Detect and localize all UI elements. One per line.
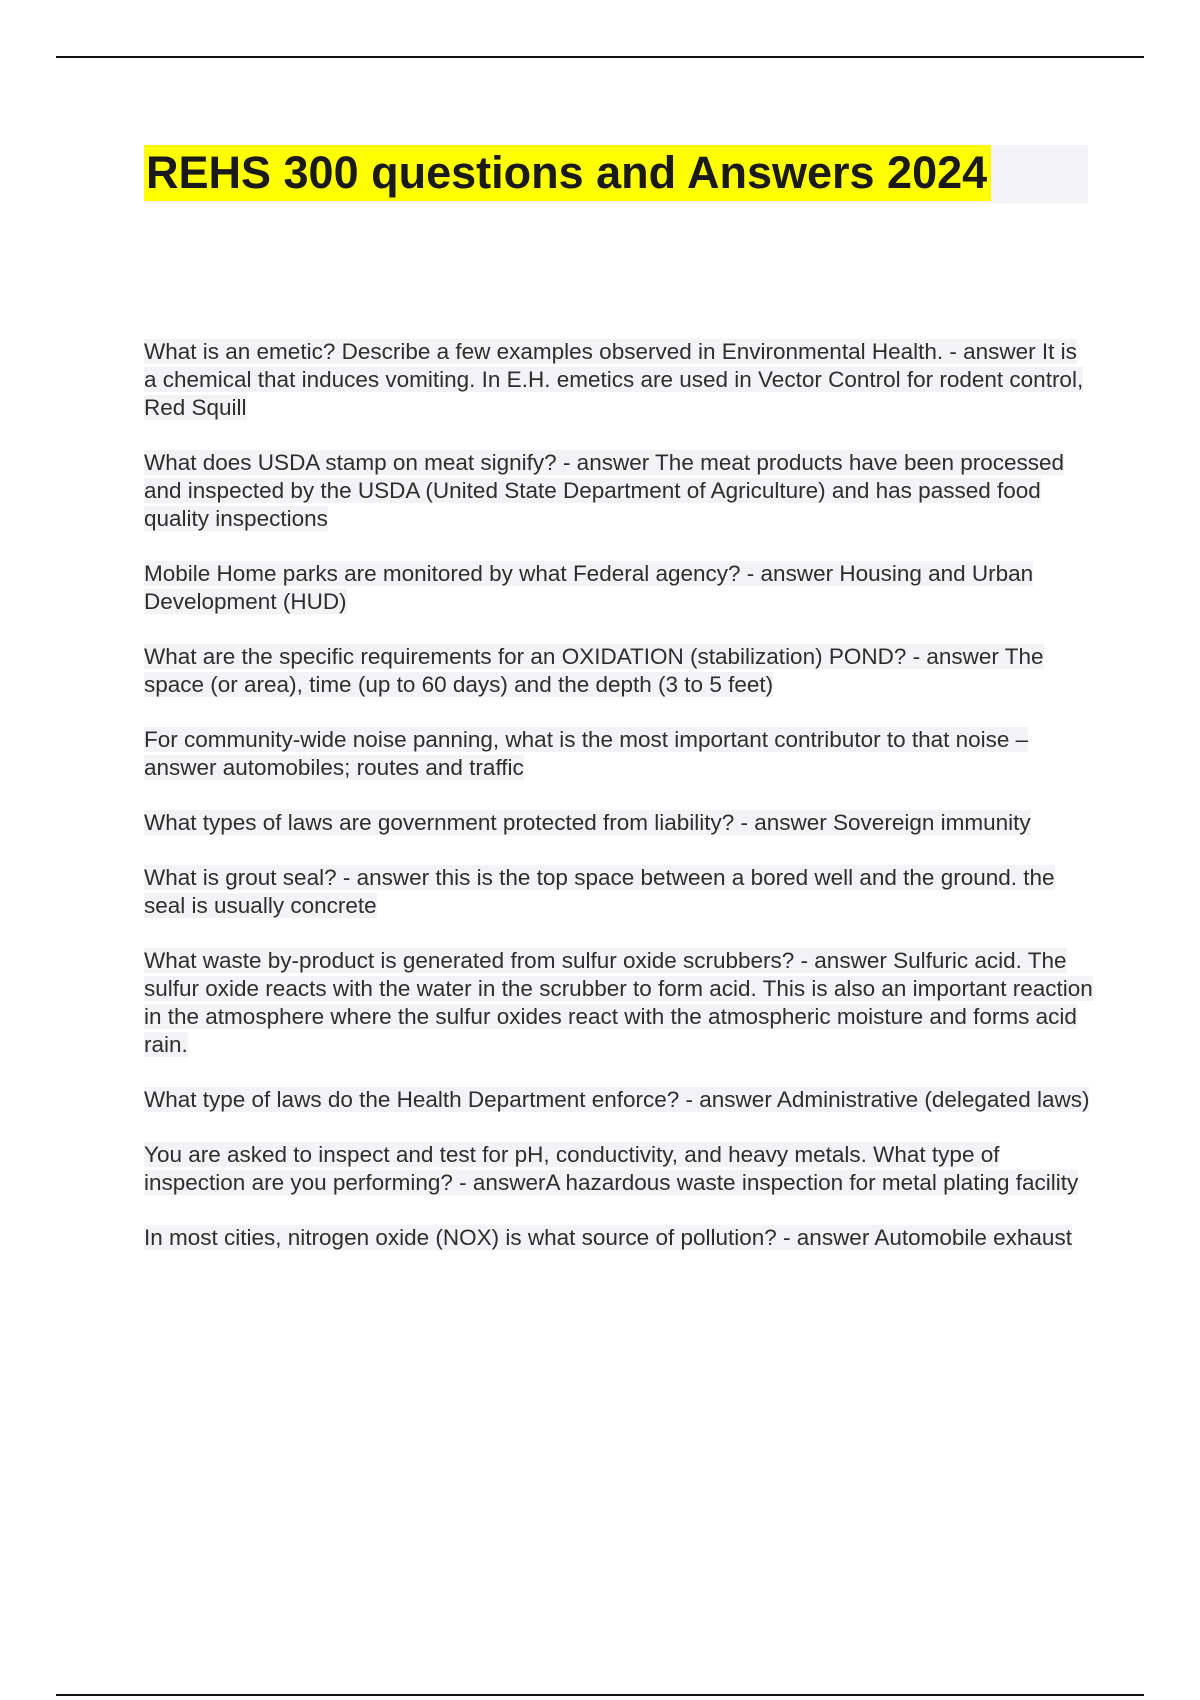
qa-text: What waste by-product is generated from sulfur oxide scrubbers? - answer Sulfuric acid. The sulfur oxide reacts with the water in the scrubber to form acid. This is also an important reaction in the atmosphere where the sulfur oxides react with the atmospheric moisture and forms acid rain.	[144, 948, 1093, 1057]
qa-item	[144, 1141, 1094, 1197]
qa-item	[144, 864, 1094, 920]
bottom-rule	[56, 1694, 1144, 1696]
qa-item	[144, 338, 1094, 422]
qa-item	[144, 643, 1094, 699]
title-block	[144, 145, 1088, 203]
page-title: REHS 300 questions and Answers 2024	[144, 145, 991, 201]
qa-text: Mobile Home parks are monitored by what Federal agency? - answer Housing and Urban Development (HUD)	[144, 561, 1034, 614]
qa-text: What types of laws are government protected from liability? - answer Sovereign immunity	[144, 810, 1031, 835]
top-rule	[56, 56, 1144, 58]
qa-item	[144, 1086, 1094, 1114]
qa-list	[144, 338, 1094, 1279]
qa-item	[144, 560, 1094, 616]
qa-text: What are the specific requirements for an OXIDATION (stabilization) POND? - answer The space (or area), time (up to 60 days) and the depth (3 to 5 feet)	[144, 644, 1044, 697]
qa-text: What does USDA stamp on meat signify? - answer The meat products have been processed and inspected by the USDA (United State Department of Agriculture) and has passed food quality inspections	[144, 450, 1065, 531]
qa-item	[144, 809, 1094, 837]
qa-item	[144, 947, 1094, 1059]
qa-text: For community-wide noise panning, what is the most important contributor to that noise – answer automobiles; routes and traffic	[144, 727, 1029, 780]
qa-item	[144, 449, 1094, 533]
qa-text: You are asked to inspect and test for pH, conductivity, and heavy metals. What type of inspection are you performing? - answerA hazardous waste inspection for metal plating facility	[144, 1142, 1079, 1195]
qa-text: What type of laws do the Health Department enforce? - answer Administrative (delegated laws)	[144, 1087, 1090, 1112]
qa-item	[144, 1224, 1094, 1252]
qa-text: What is an emetic? Describe a few examples observed in Environmental Health. - answer It is a chemical that induces vomiting. In E.H. emetics are used in Vector Control for rodent control, Red Squill	[144, 339, 1084, 420]
qa-text: In most cities, nitrogen oxide (NOX) is what source of pollution? - answer Automobile exhaust	[144, 1225, 1072, 1250]
qa-text: What is grout seal? - answer this is the top space between a bored well and the ground. the seal is usually concrete	[144, 865, 1055, 918]
qa-item	[144, 726, 1094, 782]
